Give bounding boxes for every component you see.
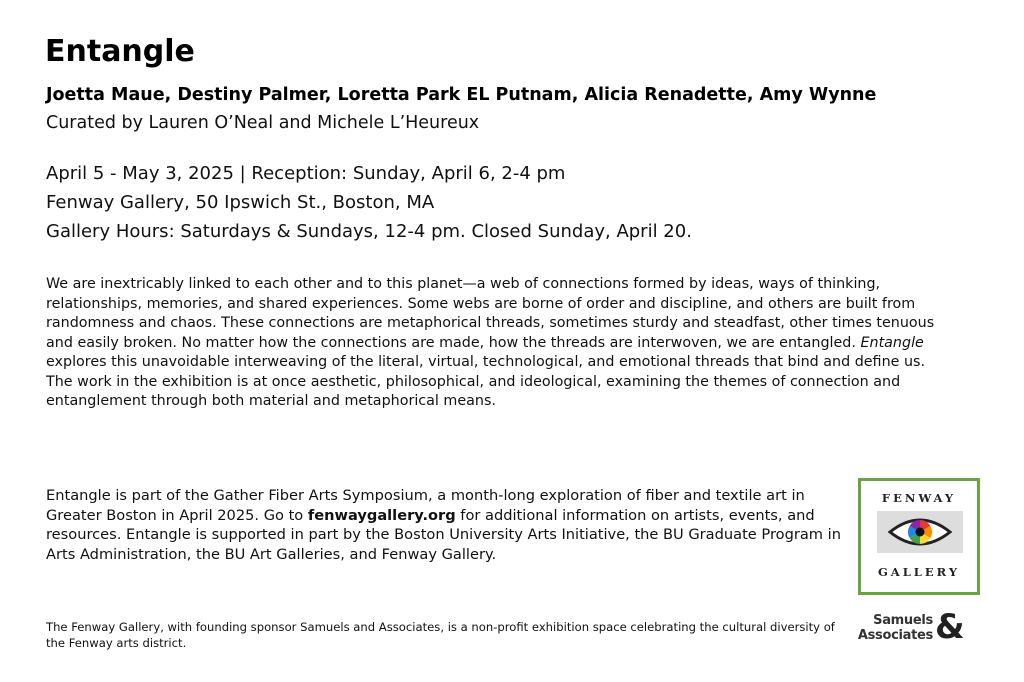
- exhibition-details: [46, 159, 692, 246]
- artist-list: Joetta Maue, Destiny Palmer, Loretta Park EL Putnam, Alicia Renadette, Amy Wynne: [46, 85, 877, 105]
- exhibition-location: Fenway Gallery, 50 Ipswich St., Boston, MA: [46, 192, 435, 213]
- fenway-gallery-logo: [858, 478, 980, 595]
- logo-text-top: FENWAY: [881, 491, 957, 505]
- exhibition-description: [46, 275, 956, 412]
- gallery-website-link[interactable]: fenwaygallery.org: [307, 506, 456, 524]
- ampersand-mark: &: [935, 607, 965, 647]
- exhibition-dates: April 5 - May 3, 2025 | Reception: Sunday, April 6, 2-4 pm: [46, 163, 566, 184]
- logo-text-bottom: GALLERY: [877, 565, 961, 579]
- sponsor-name: [855, 613, 933, 643]
- sponsor-line-2: Associates: [857, 628, 933, 643]
- rainbow-eye-icon: [888, 514, 952, 550]
- symposium-part-1: Entangle is part of the Gather Fiber Arts Symposium, a month-long exploration of fiber and textile art in Greater Boston in April 2025. Go to: [46, 487, 805, 524]
- sponsor-line-1: Samuels: [873, 613, 933, 628]
- footer-note: The Fenway Gallery, with founding sponsor Samuels and Associates, is a non-profit exhibition space celebrating the cultural diversity of the Fenway arts district.: [46, 620, 835, 650]
- description-part-1: We are inextricably linked to each other and to this planet—a web of connections formed by ideas, ways of thinking, relationships, memories, and shared experiences. Some webs are borne of order and discipline, and others are built from randomness and chaos. These connections are metaphorical threads, sometimes sturdy and steadfast, other times tenuous and easily broken. No matter how the connections are made, how the threads are interwoven, we are entangled.: [46, 276, 935, 351]
- symposium-part-2: for additional information on artists, events, and resources. Entangle is supported in part by the Boston University Arts Initiative, the BU Graduate Program in Arts Administration, the BU Art Galleries, and Fenway Gallery.: [46, 506, 841, 563]
- samuels-associates-logo: [855, 607, 985, 649]
- exhibition-title: Entangle: [45, 34, 195, 69]
- description-part-2: explores this unavoidable interweaving of the literal, virtual, technological, and emotional threads that bind and define us. The work in the exhibition is at once aesthetic, philosophical, and ideological, examining the themes of connection and entanglement through both material and metaphorical means.: [46, 354, 926, 409]
- logo-eye-panel: [877, 511, 963, 553]
- symposium-paragraph: [46, 486, 846, 564]
- curator-credit: Curated by Lauren O’Neal and Michele L’Heureux: [46, 113, 480, 133]
- gallery-hours: Gallery Hours: Saturdays & Sundays, 12-4 pm. Closed Sunday, April 20.: [46, 221, 692, 242]
- description-title-italic: Entangle: [860, 334, 924, 351]
